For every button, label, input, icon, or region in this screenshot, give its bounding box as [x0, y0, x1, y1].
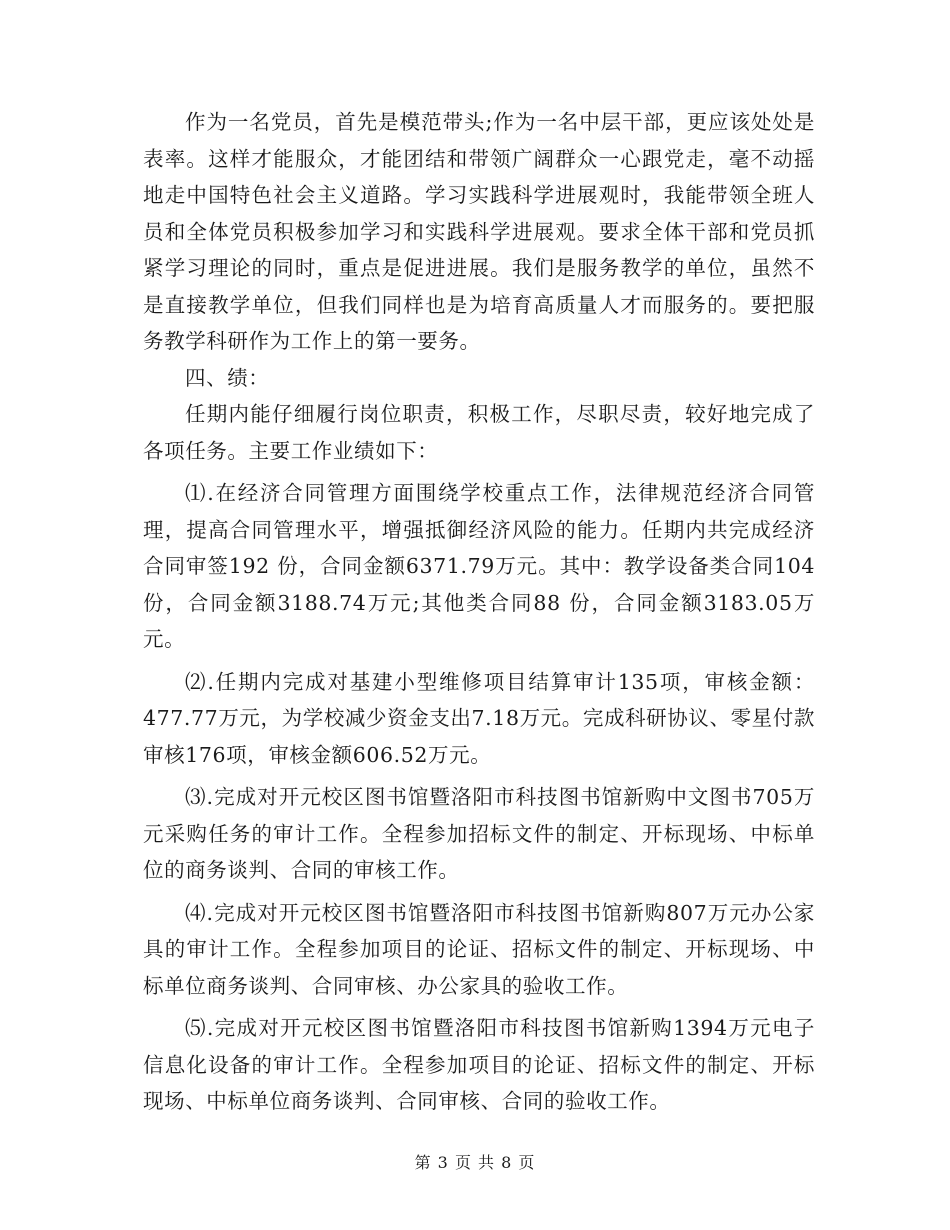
list-item-furniture-audit: ⑷.完成对开元校区图书馆暨洛阳市科技图书馆新购807万元办公家具的审计工作。全程参加项目的论证、招标文件的制定、开标现场、中标单位商务谈判、合同审核、办公家具的验收工作。	[143, 900, 815, 998]
list-item-contract-management: ⑴.在经济合同管理方面围绕学校重点工作，法律规范经济合同管理，提高合同管理水平，增强抵御经济风险的能力。任期内共完成经济合同审签192 份，合同金额6371.79万元。其中：教学设备类合同104 份，合同金额3188.74万元;其他类合同88 份，合同金额3183.05万元。	[143, 481, 815, 651]
document-body	[143, 104, 815, 1120]
section-heading-achievements: 四、绩：	[185, 365, 270, 390]
list-item-maintenance-audit: ⑵.任期内完成对基建小型维修项目结算审计135项，审核金额：477.77万元，为学校减少资金支出7.18万元。完成科研协议、零星付款审核176项，审核金额606.52万元。	[143, 669, 815, 767]
paragraph-party-member: 作为一名党员，首先是模范带头;作为一名中层干部，更应该处处是表率。这样才能服众，才能团结和带领广阔群众一心跟党走，毫不动摇地走中国特色社会主义道路。学习实践科学进展观时，我能带领全班人员和全体党员积极参加学习和实践科学进展观。要求全体干部和党员抓紧学习理论的同时，重点是促进进展。我们是服务教学的单位，虽然不是直接教学单位，但我们同样也是为培育高质量人才而服务的。要把服务教学科研作为工作上的第一要务。	[143, 110, 815, 353]
list-item-book-procurement-audit: ⑶.完成对开元校区图书馆暨洛阳市科技图书馆新购中文图书705万元采购任务的审计工作。全程参加招标文件的制定、开标现场、中标单位的商务谈判、合同的审核工作。	[143, 785, 815, 882]
list-item-electronic-equipment-audit: ⑸.完成对开元校区图书馆暨洛阳市科技图书馆新购1394万元电子信息化设备的审计工作。全程参加项目的论证、招标文件的制定、开标现场、中标单位商务谈判、合同审核、合同的验收工作。	[143, 1016, 815, 1113]
paragraph-duties-summary: 任期内能仔细履行岗位职责，积极工作，尽职尽责，较好地完成了各项任务。主要工作业绩如下：	[143, 402, 815, 463]
page-number-footer: 第 3 页 共 8 页	[414, 1153, 536, 1172]
